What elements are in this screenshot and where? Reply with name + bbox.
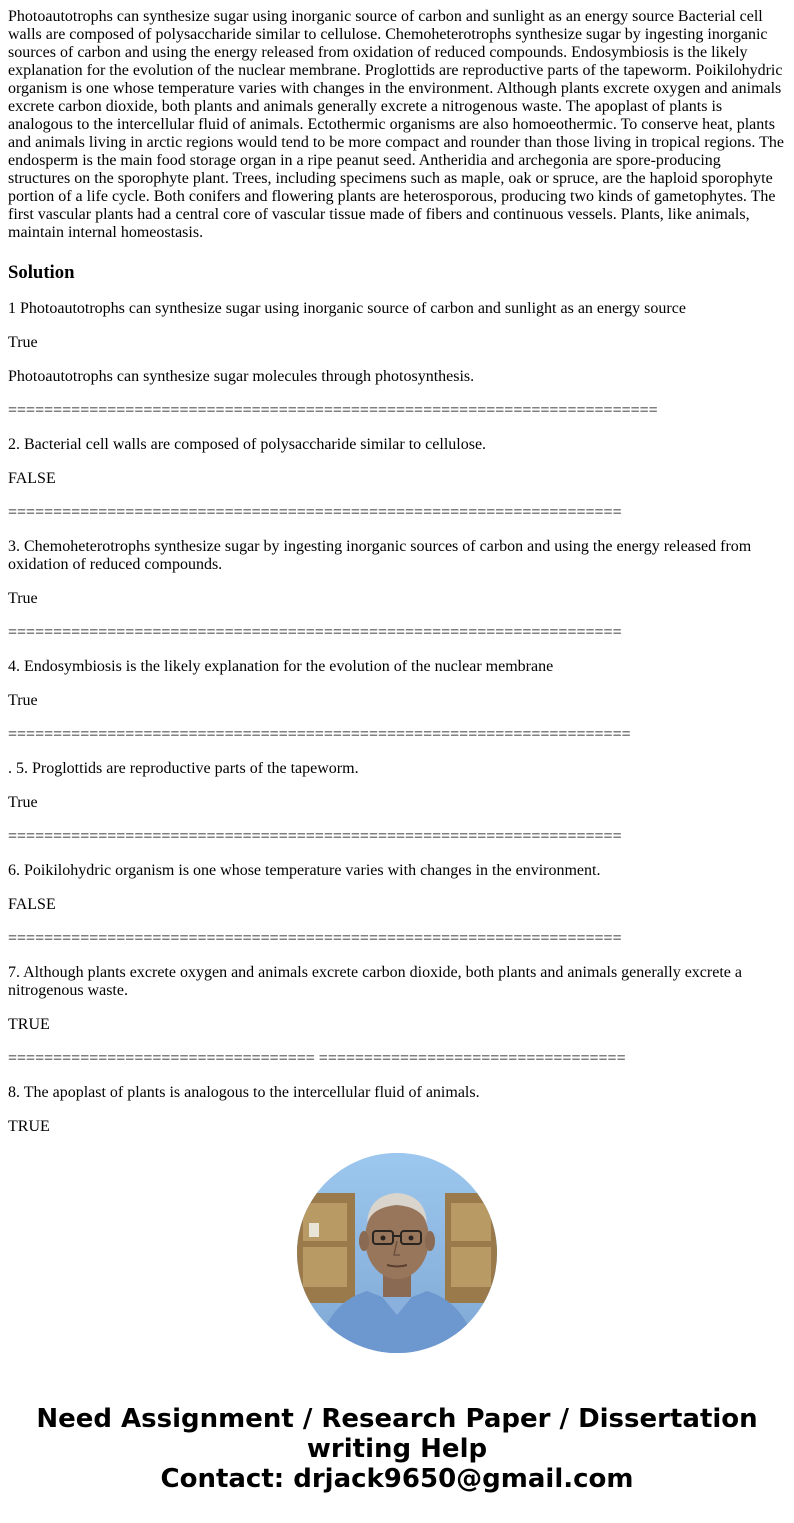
separator-4: ===================================================================== [8, 726, 631, 743]
promo-line-1: Need Assignment / Research Paper / Dissertation [36, 1404, 758, 1434]
author-portrait-icon [297, 1153, 497, 1353]
promo-banner [0, 1404, 794, 1494]
answer-3: True [8, 590, 38, 607]
question-7: 7. Although plants excrete oxygen and animals excrete carbon dioxide, both plants and animals generally excrete a nitrogenous waste. [8, 964, 742, 999]
portrait-illustration [297, 1153, 497, 1353]
separator-7: ================================== ================================== [8, 1050, 626, 1067]
answer-8: TRUE [8, 1118, 50, 1135]
promo-line-2: writing Help [306, 1434, 488, 1464]
question-3: 3. Chemoheterotrophs synthesize sugar by ingesting inorganic sources of carbon and using the energy released from oxidation of reduced compounds. [8, 538, 752, 573]
answer-1: True [8, 334, 38, 351]
separator-3: ==================================================================== [8, 624, 622, 641]
question-2: 2. Bacterial cell walls are composed of polysaccharide similar to cellulose. [8, 436, 487, 453]
separator-6: ==================================================================== [8, 930, 622, 947]
promo-contact: Contact: drjack9650@gmail.com [160, 1464, 634, 1494]
question-8: 8. The apoplast of plants is analogous to the intercellular fluid of animals. [8, 1084, 480, 1101]
solution-heading: Solution [8, 262, 75, 283]
answer-6: FALSE [8, 896, 56, 913]
separator-2: ==================================================================== [8, 504, 622, 521]
question-4: 4. Endosymbiosis is the likely explanation for the evolution of the nuclear membrane [8, 658, 554, 675]
solution-body [8, 300, 786, 1162]
question-6: 6. Poikilohydric organism is one whose temperature varies with changes in the environment. [8, 862, 601, 879]
answer-4: True [8, 692, 38, 709]
separator-5: ==================================================================== [8, 828, 622, 845]
separator-1: ======================================================================== [8, 402, 658, 419]
intro-paragraph: Photoautotrophs can synthesize sugar using inorganic source of carbon and sunlight as an energy source Bacterial cell walls are composed of polysaccharide similar to cellulose. Chemoheterotrophs synthesize sugar by ingesting inorganic sources of carbon and using the energy released from oxidation of reduced compounds. Endosymbiosis is the likely explanation for the evolution of the nuclear membrane. Proglottids are reproductive parts of the tapeworm. Poikilohydric organism is one whose temperature varies with changes in the environment. Although plants excrete oxygen and animals excrete carbon dioxide, both plants and animals generally excrete a nitrogenous waste. The apoplast of plants is analogous to the intercellular fluid of animals. Ectothermic organisms are also homoeothermic. To conserve heat, plants and animals living in arctic regions would tend to be more compact and rounder than those living in tropical regions. The endosperm is the main food storage organ in a ripe peanut seed. Antheridia and archegonia are spore-producing structures on the sporophyte plant. Trees, including specimens such as maple, oak or spruce, are the haploid sporophyte portion of a life cycle. Both conifers and flowering plants are heterosporous, producing two kinds of gametophytes. The first vascular plants had a central core of vascular tissue made of fibers and continuous vessels. Plants, like animals, maintain internal homeostasis. [8, 8, 784, 241]
document [8, 0, 786, 1162]
answer-5: True [8, 794, 38, 811]
question-1: 1 Photoautotrophs can synthesize sugar using inorganic source of carbon and sunlight as an energy source [8, 300, 686, 317]
answer-7: TRUE [8, 1016, 50, 1033]
explanation-1: Photoautotrophs can synthesize sugar molecules through photosynthesis. [8, 368, 475, 385]
question-5: . 5. Proglottids are reproductive parts of the tapeworm. [8, 760, 359, 777]
answer-2: FALSE [8, 470, 56, 487]
